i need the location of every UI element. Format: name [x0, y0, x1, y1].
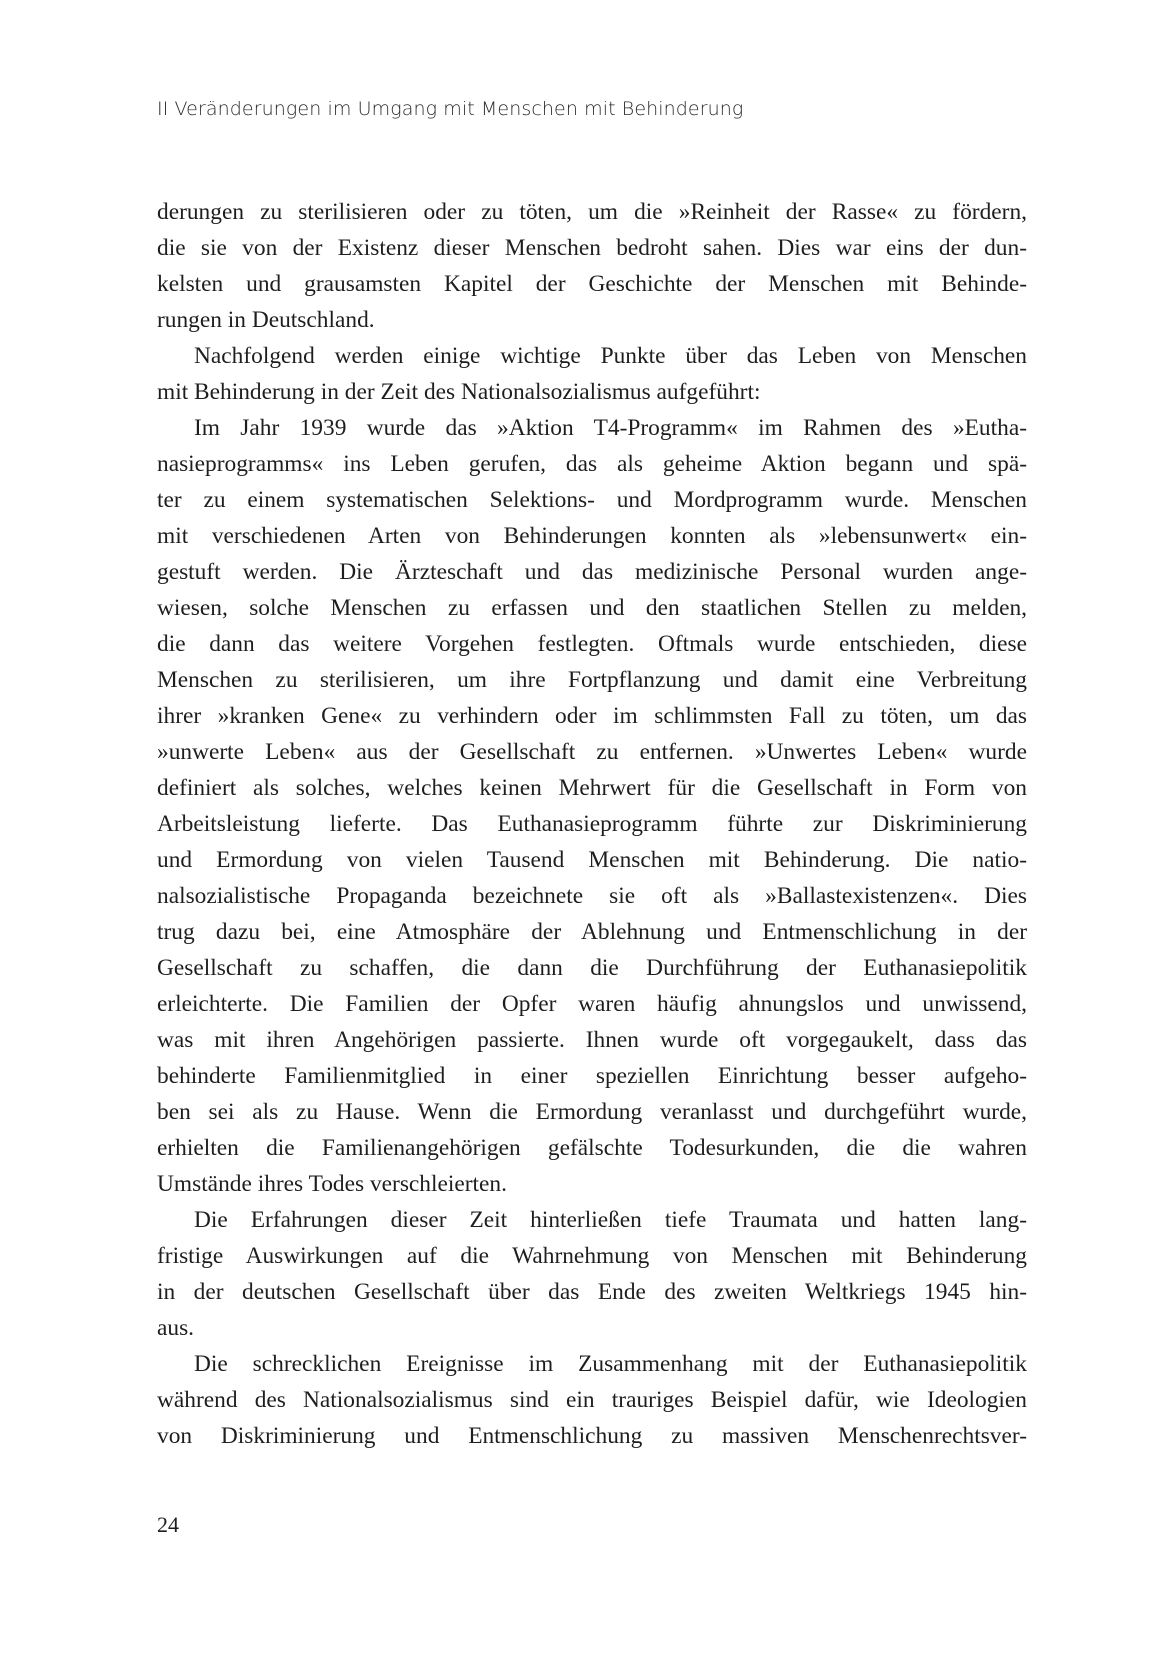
paragraph	[157, 194, 1027, 338]
page-number: 24	[157, 1512, 179, 1537]
text-line: die dann das weitere Vorgehen festlegten. Oftmals wurde entschieden, diese	[157, 631, 1027, 657]
text-line: von Diskriminierung und Entmenschlichung zu massiven Menschenrechtsver-	[157, 1423, 1027, 1449]
text-line: nasieprogramms« ins Leben gerufen, das als geheime Aktion begann und spä-	[157, 451, 1027, 477]
text-line: trug dazu bei, eine Atmosphäre der Ablehnung und Entmenschlichung in der	[157, 919, 1027, 945]
paragraph	[157, 410, 1027, 1202]
text-line: wiesen, solche Menschen zu erfassen und den staatlichen Stellen zu melden,	[157, 595, 1027, 621]
text-line: erhielten die Familienangehörigen gefälschte Todesurkunden, die die wahren	[157, 1135, 1027, 1161]
text-line: ihrer »kranken Gene« zu verhindern oder im schlimmsten Fall zu töten, um das	[157, 703, 1027, 729]
text-line: Arbeitsleistung lieferte. Das Euthanasieprogramm führte zur Diskriminierung	[157, 811, 1027, 837]
text-line: »unwerte Leben« aus der Gesellschaft zu entfernen. »Unwertes Leben« wurde	[157, 739, 1027, 765]
text-line: derungen zu sterilisieren oder zu töten, um die »Reinheit der Rasse« zu fördern,	[157, 199, 1027, 225]
text-line: Im Jahr 1939 wurde das »Aktion T4-Programm« im Rahmen des »Eutha-	[194, 415, 1027, 441]
text-line: ter zu einem systematischen Selektions- und Mordprogramm wurde. Menschen	[157, 487, 1027, 513]
running-head: II Veränderungen im Umgang mit Menschen mit Behinderung	[157, 98, 744, 120]
text-line: in der deutschen Gesellschaft über das Ende des zweiten Weltkriegs 1945 hin-	[157, 1279, 1027, 1305]
text-line: Gesellschaft zu schaffen, die dann die Durchführung der Euthanasiepolitik	[157, 955, 1027, 981]
text-line: mit Behinderung in der Zeit des Nationalsozialismus aufgeführt:	[157, 379, 761, 405]
text-line: was mit ihren Angehörigen passierte. Ihnen wurde oft vorgegaukelt, dass das	[157, 1027, 1027, 1053]
text-line: kelsten und grausamsten Kapitel der Geschichte der Menschen mit Behinde-	[157, 271, 1027, 297]
text-line: mit verschiedenen Arten von Behinderungen konnten als »lebensunwert« ein-	[157, 523, 1027, 549]
text-line: erleichterte. Die Familien der Opfer waren häufig ahnungslos und unwissend,	[157, 991, 1027, 1017]
text-line: die sie von der Existenz dieser Menschen bedroht sahen. Dies war eins der dun-	[157, 235, 1027, 261]
paragraph	[157, 1202, 1027, 1346]
text-line: behinderte Familienmitglied in einer speziellen Einrichtung besser aufgeho-	[157, 1063, 1027, 1089]
paragraph	[157, 1346, 1027, 1454]
text-line: Die Erfahrungen dieser Zeit hinterließen tiefe Traumata und hatten lang-	[194, 1207, 1027, 1233]
text-line: gestuft werden. Die Ärzteschaft und das medizinische Personal wurden ange-	[157, 559, 1027, 585]
text-line: Umstände ihres Todes verschleierten.	[157, 1171, 507, 1197]
text-line: Nachfolgend werden einige wichtige Punkte über das Leben von Menschen	[194, 343, 1027, 369]
body-text	[157, 194, 1027, 1454]
text-line: rungen in Deutschland.	[157, 307, 375, 333]
text-line: Die schrecklichen Ereignisse im Zusammenhang mit der Euthanasiepolitik	[194, 1351, 1027, 1377]
text-line: ben sei als zu Hause. Wenn die Ermordung veranlasst und durchgeführt wurde,	[157, 1099, 1027, 1125]
text-line: definiert als solches, welches keinen Mehrwert für die Gesellschaft in Form von	[157, 775, 1027, 801]
text-line: nalsozialistische Propaganda bezeichnete sie oft als »Ballastexistenzen«. Dies	[157, 883, 1027, 909]
text-line: und Ermordung von vielen Tausend Menschen mit Behinderung. Die natio-	[157, 847, 1027, 873]
text-line: während des Nationalsozialismus sind ein trauriges Beispiel dafür, wie Ideologien	[157, 1387, 1027, 1413]
paragraph	[157, 338, 1027, 410]
text-line: Menschen zu sterilisieren, um ihre Fortpflanzung und damit eine Verbreitung	[157, 667, 1027, 693]
text-line: fristige Auswirkungen auf die Wahrnehmung von Menschen mit Behinderung	[157, 1243, 1027, 1269]
text-line: aus.	[157, 1315, 195, 1341]
